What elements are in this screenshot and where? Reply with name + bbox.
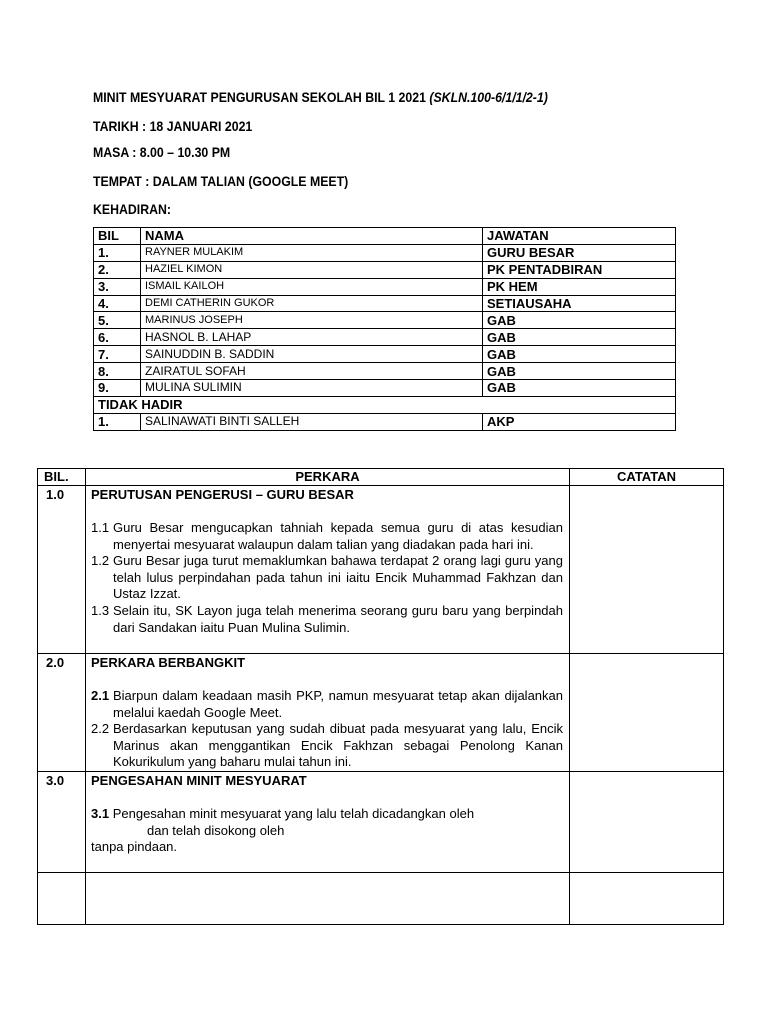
table-row (94, 413, 676, 430)
table-row (94, 329, 676, 346)
row-nama: SAINUDDIN B. SADDIN (141, 346, 483, 363)
section-content (86, 486, 570, 654)
list-item (91, 688, 563, 721)
row-jawatan: GAB (483, 329, 676, 346)
item-text: Biarpun dalam keadaan masih PKP, namun mesyuarat tetap akan dijalankan melalui kaedah Google Meet. (113, 688, 563, 720)
section-number (38, 654, 86, 772)
catatan-cell (570, 654, 724, 772)
row-bil: 3. (94, 278, 141, 295)
list-item (91, 721, 563, 771)
row-nama: DEMI CATHERIN GUKOR (141, 295, 483, 312)
row-nama: SALINAWATI BINTI SALLEH (141, 413, 483, 430)
item-text: Guru Besar mengucapkan tahniah kepada semua guru di atas kesudian menyertai mesyuarat walaupun dalam talian yang diadakan pada hari ini. (113, 520, 563, 552)
meeting-date: TARIKH : 18 JANUARI 2021 (93, 118, 253, 134)
meeting-time: MASA : 8.00 – 10.30 PM (93, 144, 231, 160)
row-nama: ZAIRATUL SOFAH (141, 363, 483, 380)
header-catatan: CATATAN (570, 469, 724, 486)
item-number: 1.2 (91, 553, 110, 569)
empty-cell (570, 873, 724, 925)
list-item (91, 553, 563, 603)
row-nama: HAZIEL KIMON (141, 261, 483, 278)
row-jawatan: GAB (483, 363, 676, 380)
header-bil: BIL. (38, 469, 86, 486)
minutes-table (37, 468, 724, 925)
item-number: 2.1 (91, 688, 110, 703)
table-row (94, 346, 676, 363)
row-jawatan: GAB (483, 346, 676, 363)
minutes-section-2 (38, 654, 724, 772)
header-bil: BIL (94, 228, 141, 245)
table-row (94, 312, 676, 329)
minutes-header-row (38, 469, 724, 486)
item-number: 2.2 (91, 721, 110, 737)
table-row (94, 295, 676, 312)
item-text: Guru Besar juga turut memaklumkan bahawa terdapat 2 orang lagi guru yang telah lulus perpindahan pada tahun ini iaitu Encik Muhammad Fakhzan dan Ustaz Izzat. (113, 553, 563, 602)
row-jawatan: PK PENTADBIRAN (483, 261, 676, 278)
row-nama: RAYNER MULAKIM (141, 244, 483, 261)
row-bil: 5. (94, 312, 141, 329)
item-text: Berdasarkan keputusan yang sudah dibuat pada mesyuarat yang lalu, Encik Marinus akan menggantikan Encik Fakhzan sebagai Penolong Kanan Kokurikulum yang baharu mulai tahun ini. (113, 721, 563, 770)
empty-cell (38, 873, 86, 925)
empty-row (38, 873, 724, 925)
row-bil: 8. (94, 363, 141, 380)
row-bil: 7. (94, 346, 141, 363)
item-number: 1.3 (91, 602, 110, 618)
row-nama: MARINUS JOSEPH (141, 312, 483, 329)
section-number (38, 772, 86, 873)
item-text: Selain itu, SK Layon juga telah menerima seorang guru baru yang berpindah dari Sandakan iaitu Puan Mulina Sulimin. (113, 602, 563, 635)
catatan-cell (570, 486, 724, 654)
confirmation-line-1 (91, 806, 563, 823)
attendance-table (93, 227, 676, 431)
row-bil: 1. (94, 413, 141, 430)
list-item (91, 520, 563, 553)
confirmation-line-2: dan telah disokong oleh (147, 822, 285, 838)
reference-number: (SKLN.100-6/1/1/2-1) (429, 89, 548, 105)
item-number: 1.1 (91, 520, 110, 535)
item-text: Pengesahan minit mesyuarat yang lalu telah dicadangkan oleh (112, 806, 475, 821)
section-no: 3.0 (46, 773, 65, 788)
section-no: 1.0 (46, 487, 65, 502)
section-content (86, 772, 570, 873)
row-bil: 4. (94, 295, 141, 312)
section-content (86, 654, 570, 772)
row-bil: 2. (94, 261, 141, 278)
row-bil: 6. (94, 329, 141, 346)
section-title: PERKARA BERBANGKIT (91, 655, 246, 670)
table-row (94, 278, 676, 295)
section-no: 2.0 (46, 655, 65, 670)
row-bil: 1. (94, 244, 141, 261)
minutes-section-1 (38, 486, 724, 654)
catatan-cell (570, 772, 724, 873)
attendance-label: KEHADIRAN: (93, 201, 172, 217)
attendance-header-row (94, 228, 676, 245)
title-text: MINIT MESYUARAT PENGURUSAN SEKOLAH BIL 1 2021 (93, 89, 426, 105)
row-jawatan: SETIAUSAHA (483, 295, 676, 312)
row-jawatan: GAB (483, 380, 676, 397)
row-nama: HASNOL B. LAHAP (141, 329, 483, 346)
section-title: PERUTUSAN PENGERUSI – GURU BESAR (91, 487, 354, 502)
item-number: 3.1 (91, 806, 110, 821)
table-row (94, 380, 676, 397)
row-jawatan: PK HEM (483, 278, 676, 295)
meeting-place: TEMPAT : DALAM TALIAN (GOOGLE MEET) (93, 173, 349, 189)
table-row (94, 261, 676, 278)
header-nama: NAMA (141, 228, 483, 245)
section-title: PENGESAHAN MINIT MESYUARAT (91, 773, 307, 788)
confirmation-line-3: tanpa pindaan. (91, 839, 178, 855)
list-item (91, 603, 563, 636)
minutes-section-3 (38, 772, 724, 873)
row-nama: MULINA SULIMIN (141, 380, 483, 397)
absent-header-row (94, 396, 676, 413)
row-jawatan: GAB (483, 312, 676, 329)
absent-label: TIDAK HADIR (94, 396, 676, 413)
header-jawatan: JAWATAN (483, 228, 676, 245)
table-row (94, 244, 676, 261)
row-jawatan: GURU BESAR (483, 244, 676, 261)
section-number (38, 486, 86, 654)
row-bil: 9. (94, 380, 141, 397)
row-nama: ISMAIL KAILOH (141, 278, 483, 295)
row-jawatan: AKP (483, 413, 676, 430)
empty-cell (86, 873, 570, 925)
table-row (94, 363, 676, 380)
header-perkara: PERKARA (86, 469, 570, 486)
document-title (93, 89, 548, 105)
